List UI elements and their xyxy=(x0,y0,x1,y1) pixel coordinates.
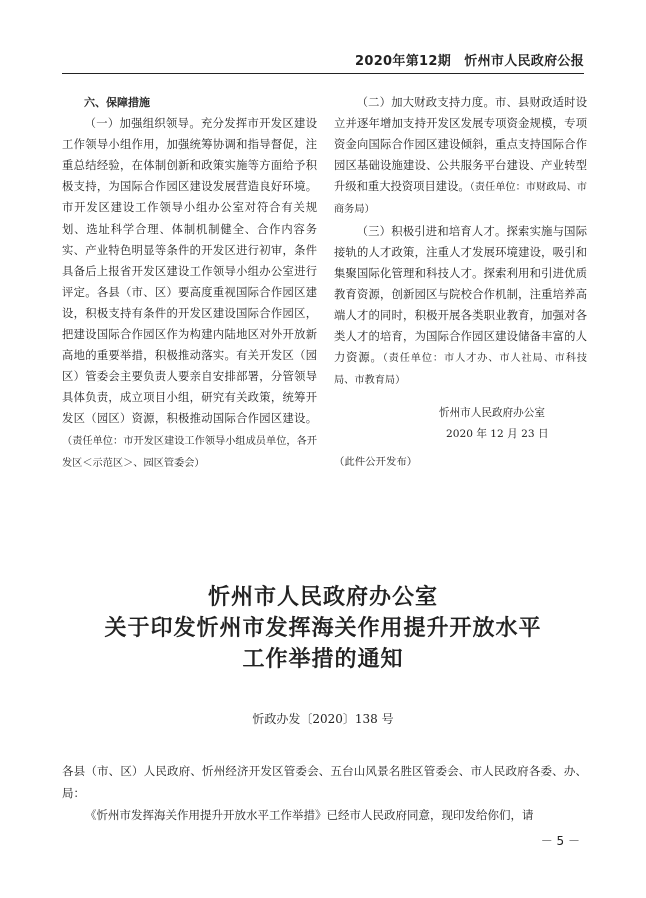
notice-body xyxy=(62,760,587,826)
document-number: 忻政办发〔2020〕138 号 xyxy=(252,712,394,726)
right-column xyxy=(334,92,587,473)
signature-block xyxy=(334,403,587,472)
notice-title-line: 忻州市人民政府办公室 xyxy=(207,584,438,610)
signature-org: 忻州市人民政府办公室 xyxy=(439,407,545,420)
publish-note: （此件公开发布） xyxy=(334,455,418,468)
responsible-units: （责任单位：市人才办、市人社局、市科技局、市教育局） xyxy=(334,353,587,387)
paragraph-text: （一）加强组织领导。充分发挥市开发区建设工作领导小组作用，加强统筹协调和指导督促，注重总结经验，在体制创新和政策实施等方面给予积极支持，为国际合作园区建设发展营造良好环境。市开发区建设工作领导小组办公室对符合有关规划、选址科学合理、体制机制健全、合作内容务实、产业特色明显等条件的开发区进行初审，条件具备后上报省开发区建设工作领导小组办公室进行评定。各县（市、区）要高度重视国际合作园区建设，积极支持有条件的开发区建设国际合作园区，把建设国际合作园区作为构建内陆地区对外开放新高地的重要举措，积极推动落实。有关开发区（园区）管委会主要负责人要亲自安排部署，分管领导具体负责，成立项目小组，研究有关政策，统筹开发区（园区）资源，积极推动国际合作园区建设。 xyxy=(62,117,317,426)
responsible-units: （责任单位：市开发区建设工作领导小组成员单位，各开发区＜示范区＞、园区管委会） xyxy=(62,435,317,469)
paragraph-text: （三）积极引进和培育人才。探索实施与国际接轨的人才政策，注重人才发展环境建设，吸引和集聚国际化管理和科技人才。探索利用和引进优质教育资源，创新园区与院校合作机制，注重培养高端人才的同时，积极开展各类职业教育，加强对各类人才的培育，为国际合作园区建设储备丰富的人力资源。 xyxy=(334,224,587,365)
notice-title-line: 工作举措的通知 xyxy=(242,646,404,672)
paragraph-text: （二）加大财政支持力度。市、县财政适时设立并逐年增加支持开发区发展专项资金规模，专项资金向国际合作园区建设倾斜，重点支持国际合作园区基础设施建设、公共服务平台建设、产业转型升级和重大投资项目建设。 xyxy=(334,96,587,194)
paragraph-talent xyxy=(334,221,587,392)
paragraph-organization-leadership xyxy=(62,113,317,474)
section-heading: 六、保障措施 xyxy=(84,96,150,109)
issue-title: 2020年第12期 忻州市人民政府公报 xyxy=(355,54,584,69)
responsible-units: （责任单位：市财政局、市商务局） xyxy=(334,182,587,216)
notice-title xyxy=(0,582,646,675)
page-number: － 5 － xyxy=(540,834,580,848)
page-header xyxy=(62,46,584,74)
notice-title-line: 关于印发忻州市发挥海关作用提升开放水平 xyxy=(104,615,542,641)
left-column xyxy=(62,92,317,474)
body-paragraph: 《忻州市发挥海关作用提升开放水平工作举措》已经市人民政府同意，现印发给你们，请 xyxy=(85,808,534,822)
addressees: 各县（市、区）人民政府、忻州经济开发区管委会、五台山风景名胜区管委会、市人民政府各委、办、局： xyxy=(62,764,587,800)
paragraph-financial-support xyxy=(334,92,587,221)
signature-date: 2020 年 12 月 23 日 xyxy=(446,428,549,441)
